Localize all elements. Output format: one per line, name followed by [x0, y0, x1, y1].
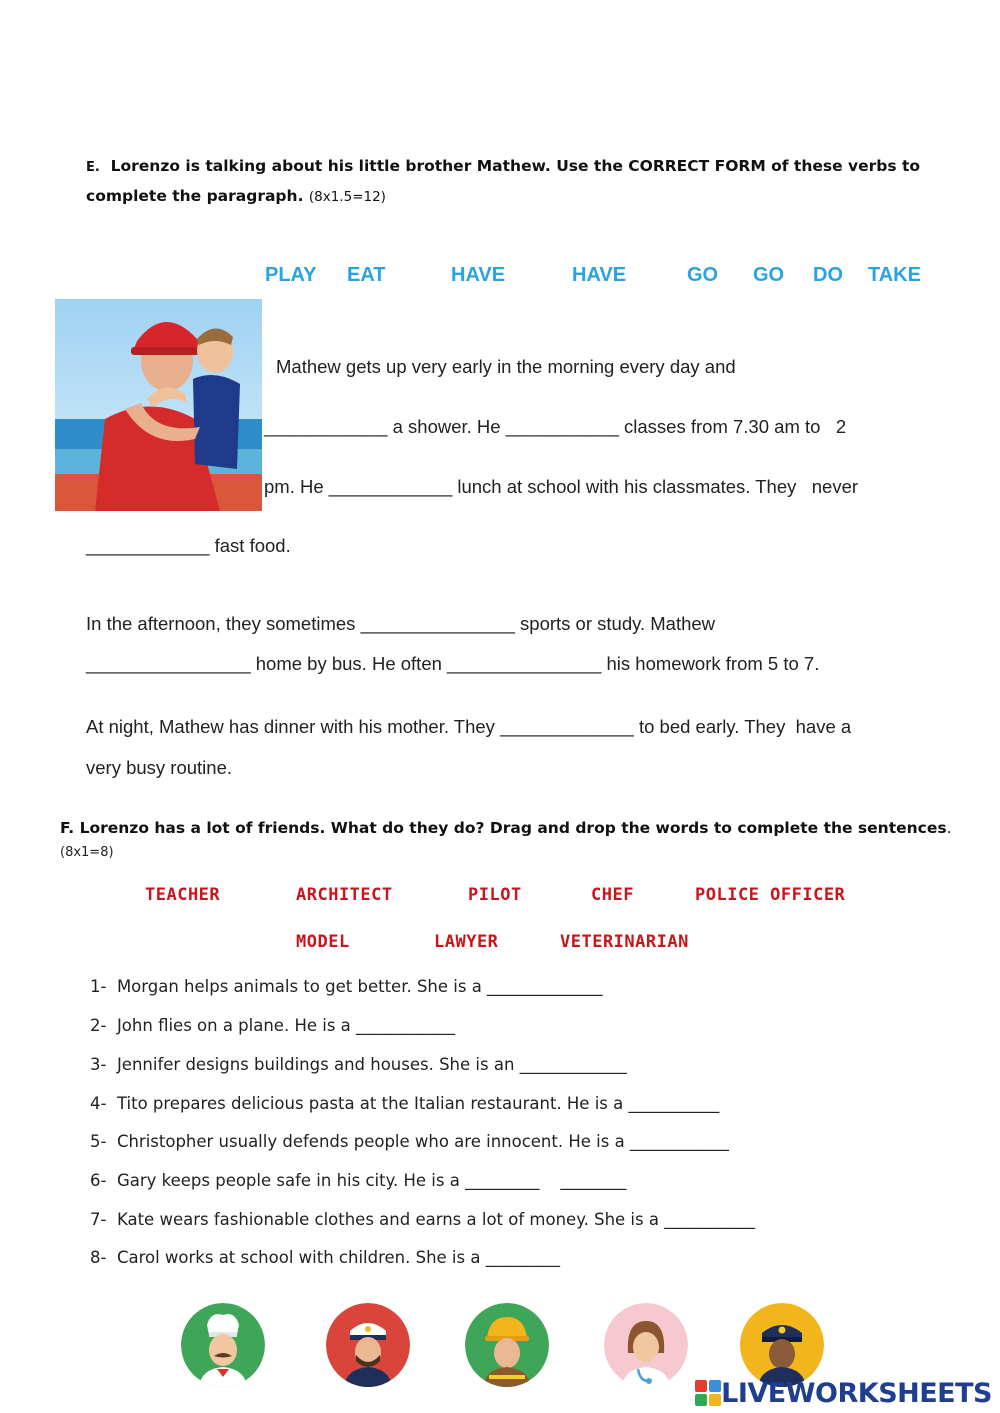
sentence-item[interactable]: 3- Jennifer designs buildings and houses. She is an _____________ — [90, 1055, 627, 1074]
job-word[interactable]: LAWYER — [434, 932, 499, 952]
section-f-score: (8x1=8) — [60, 845, 114, 860]
job-word[interactable]: CHEF — [591, 885, 634, 905]
section-e-line1: Lorenzo is talking about his little brother Mathew. Use the CORRECT FORM of these verbs to — [110, 157, 921, 175]
police-avatar — [740, 1303, 824, 1387]
job-word[interactable]: TEACHER — [145, 885, 221, 905]
sentence-item[interactable]: 4- Tito prepares delicious pasta at the Italian restaurant. He is a ___________ — [90, 1094, 720, 1113]
doctor-avatar — [604, 1303, 688, 1387]
sentence-item[interactable]: 5- Christopher usually defends people who are innocent. He is a ____________ — [90, 1132, 729, 1151]
pilot-avatar — [326, 1303, 410, 1387]
section-f-period: . — [946, 819, 952, 837]
job-word[interactable]: PILOT — [468, 885, 522, 905]
job-word[interactable]: ARCHITECT — [296, 885, 393, 905]
logo-text: LIVEWORKSHEETS — [721, 1377, 992, 1409]
sentence-item[interactable]: 6- Gary keeps people safe in his city. He is a _________ ________ — [90, 1171, 627, 1190]
section-e-instruction — [86, 152, 966, 211]
verb-word[interactable]: PLAY — [265, 264, 317, 286]
job-word[interactable]: MODEL — [296, 932, 350, 952]
section-e-line2: complete the paragraph. — [86, 187, 304, 205]
paragraph-line[interactable]: ________________ home by bus. He often _______________ his homework from 5 to 7. — [86, 653, 820, 674]
paragraph-line[interactable]: ____________ fast food. — [86, 535, 291, 556]
sentence-item[interactable]: 1- Morgan helps animals to get better. She is a ______________ — [90, 977, 603, 996]
paragraph-line[interactable]: At night, Mathew has dinner with his mother. They _____________ to bed early. They have a — [86, 716, 852, 737]
section-f-text: F. Lorenzo has a lot of friends. What do they do? Drag and drop the words to complete the sentences — [60, 819, 947, 837]
sentence-item[interactable]: 8- Carol works at school with children. She is a _________ — [90, 1248, 560, 1267]
verb-word[interactable]: HAVE — [451, 264, 506, 286]
section-e-letter: E. — [86, 160, 100, 175]
job-word[interactable]: POLICE OFFICER — [695, 885, 846, 905]
liveworksheets-logo — [695, 1378, 992, 1408]
logo-grid-icon — [695, 1380, 721, 1406]
verb-word[interactable]: TAKE — [868, 264, 921, 286]
verb-word[interactable]: EAT — [347, 264, 386, 286]
sentence-item[interactable]: 2- John flies on a plane. He is a ____________ — [90, 1016, 456, 1035]
section-f-instruction — [60, 814, 970, 842]
verb-word[interactable]: GO — [753, 264, 785, 286]
paragraph-line: very busy routine. — [86, 757, 233, 778]
verb-word[interactable]: GO — [687, 264, 719, 286]
sentence-item[interactable]: 7- Kate wears fashionable clothes and earns a lot of money. She is a ___________ — [90, 1210, 755, 1229]
father-son-photo — [55, 299, 262, 511]
paragraph-line[interactable]: ____________ a shower. He ___________ classes from 7.30 am to 2 — [264, 416, 847, 437]
paragraph-line: Mathew gets up very early in the morning every day and — [276, 356, 736, 377]
paragraph-line[interactable]: pm. He ____________ lunch at school with his classmates. They never — [264, 476, 859, 497]
section-e-score: (8x1.5=12) — [308, 189, 386, 205]
verb-word[interactable]: DO — [813, 264, 843, 286]
firefighter-avatar — [465, 1303, 549, 1387]
verb-word[interactable]: HAVE — [572, 264, 627, 286]
paragraph-line[interactable]: In the afternoon, they sometimes _______________ sports or study. Mathew — [86, 613, 716, 634]
job-word[interactable]: VETERINARIAN — [560, 932, 689, 952]
chef-avatar — [181, 1303, 265, 1387]
